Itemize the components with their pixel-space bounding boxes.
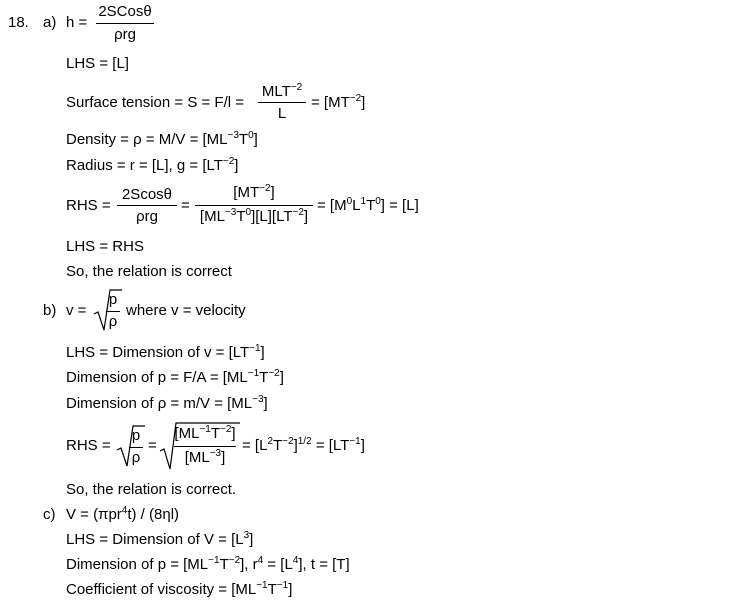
- rhs-b-fraction1-numerator: p: [131, 427, 141, 444]
- v-equation-lhs: v =: [66, 302, 87, 319]
- rhs-label-b: RHS =: [66, 437, 111, 454]
- rhs-a-result: = $[M^0L^1T^0] = [L]$: [317, 196, 419, 214]
- radius-line: Radius = r = [L], $g = [LT^{-2}]$: [66, 156, 239, 174]
- v-denominator: ρ: [108, 313, 118, 330]
- part-a-label: a): [43, 14, 57, 31]
- v-where: where v = velocity: [126, 302, 246, 319]
- lhs-dimension-b: LHS = Dimension of $v = [LT^{-1}]$: [66, 343, 265, 361]
- rhs-a-fraction1-denominator: ρrg: [136, 208, 158, 225]
- h-denominator: ρrg: [114, 26, 136, 43]
- rhs-a-fraction2-bar: [195, 205, 313, 206]
- rhs-a-fraction1-bar: [117, 205, 177, 206]
- rhs-b-fraction1-denominator: ρ: [131, 449, 141, 466]
- viscosity-dimension: Coefficient of viscosity = $[ML^{-1}T^{-1}]$: [66, 580, 293, 598]
- conclusion-b: So, the relation is correct.: [66, 481, 237, 498]
- v-fraction-bar: [106, 311, 120, 312]
- surface-tension-denominator: L: [277, 105, 287, 122]
- h-fraction-bar: [96, 23, 154, 24]
- rhs-label-a: RHS =: [66, 197, 111, 214]
- problem-number: 18.: [8, 14, 29, 31]
- v-numerator: p: [108, 291, 118, 308]
- lhs-dimension-a: LHS = [L]: [66, 55, 129, 72]
- surface-tension-fraction-bar: [258, 102, 306, 103]
- lhs-dimension-c: LHS = Dimension of $V = [L^3]$: [66, 530, 254, 548]
- surface-tension-lhs: Surface tension = S = F/l =: [66, 94, 245, 111]
- surface-tension-rhs: = $[MT^{-2}]$: [311, 93, 366, 111]
- rhs-b-result: = $[L^2T^{-2}]^{1/2} = [LT^{-1}]$: [242, 436, 365, 454]
- rhs-a-fraction1-numerator: 2Scosθ: [121, 186, 173, 203]
- part-b-label: b): [43, 302, 57, 319]
- rhs-b-fraction2-bar: [174, 446, 236, 447]
- p-dimension-b: Dimension of $p = F/A = [ML^{-1}T^{-2}]$: [66, 368, 284, 386]
- rhs-b-fraction2-numerator: $[ML^{-1}T^{-2}]$: [174, 424, 236, 442]
- p-dimension-c: Dimension of $p = [ML^{-1}T^{-2}]$, $r^4 = [L^4]$, t = [T]: [66, 555, 350, 573]
- h-numerator: 2SCosθ: [98, 3, 152, 20]
- rhs-b-fraction2-denominator: $[ML^{-3}]$: [184, 448, 226, 466]
- rhs-b-fraction1-bar: [129, 447, 143, 448]
- poiseuille-formula: V = (πpr$^4$t) / (8ηl): [66, 505, 180, 523]
- conclusion-a: So, the relation is correct: [66, 263, 232, 280]
- rhs-a-fraction2-denominator: $[ML^{-3}T^0][L][LT^{-2}]$: [199, 207, 309, 225]
- rhs-a-fraction2-numerator: $[MT^{-2}]$: [233, 183, 275, 201]
- rho-dimension-b: Dimension of $\rho = m/V = [ML^{-3}]$: [66, 394, 268, 412]
- rhs-a-equals: =: [181, 197, 190, 214]
- part-c-label: c): [43, 506, 56, 523]
- rhs-b-equals: =: [148, 437, 157, 454]
- surface-tension-numerator: $MLT^{-2}$: [261, 82, 303, 100]
- h-equation-lhs: h =: [66, 14, 88, 31]
- lhs-equals-rhs: LHS = RHS: [66, 238, 144, 255]
- density-line: Density = $\rho = M/V = [ML^{-3}T^0]$: [66, 130, 258, 148]
